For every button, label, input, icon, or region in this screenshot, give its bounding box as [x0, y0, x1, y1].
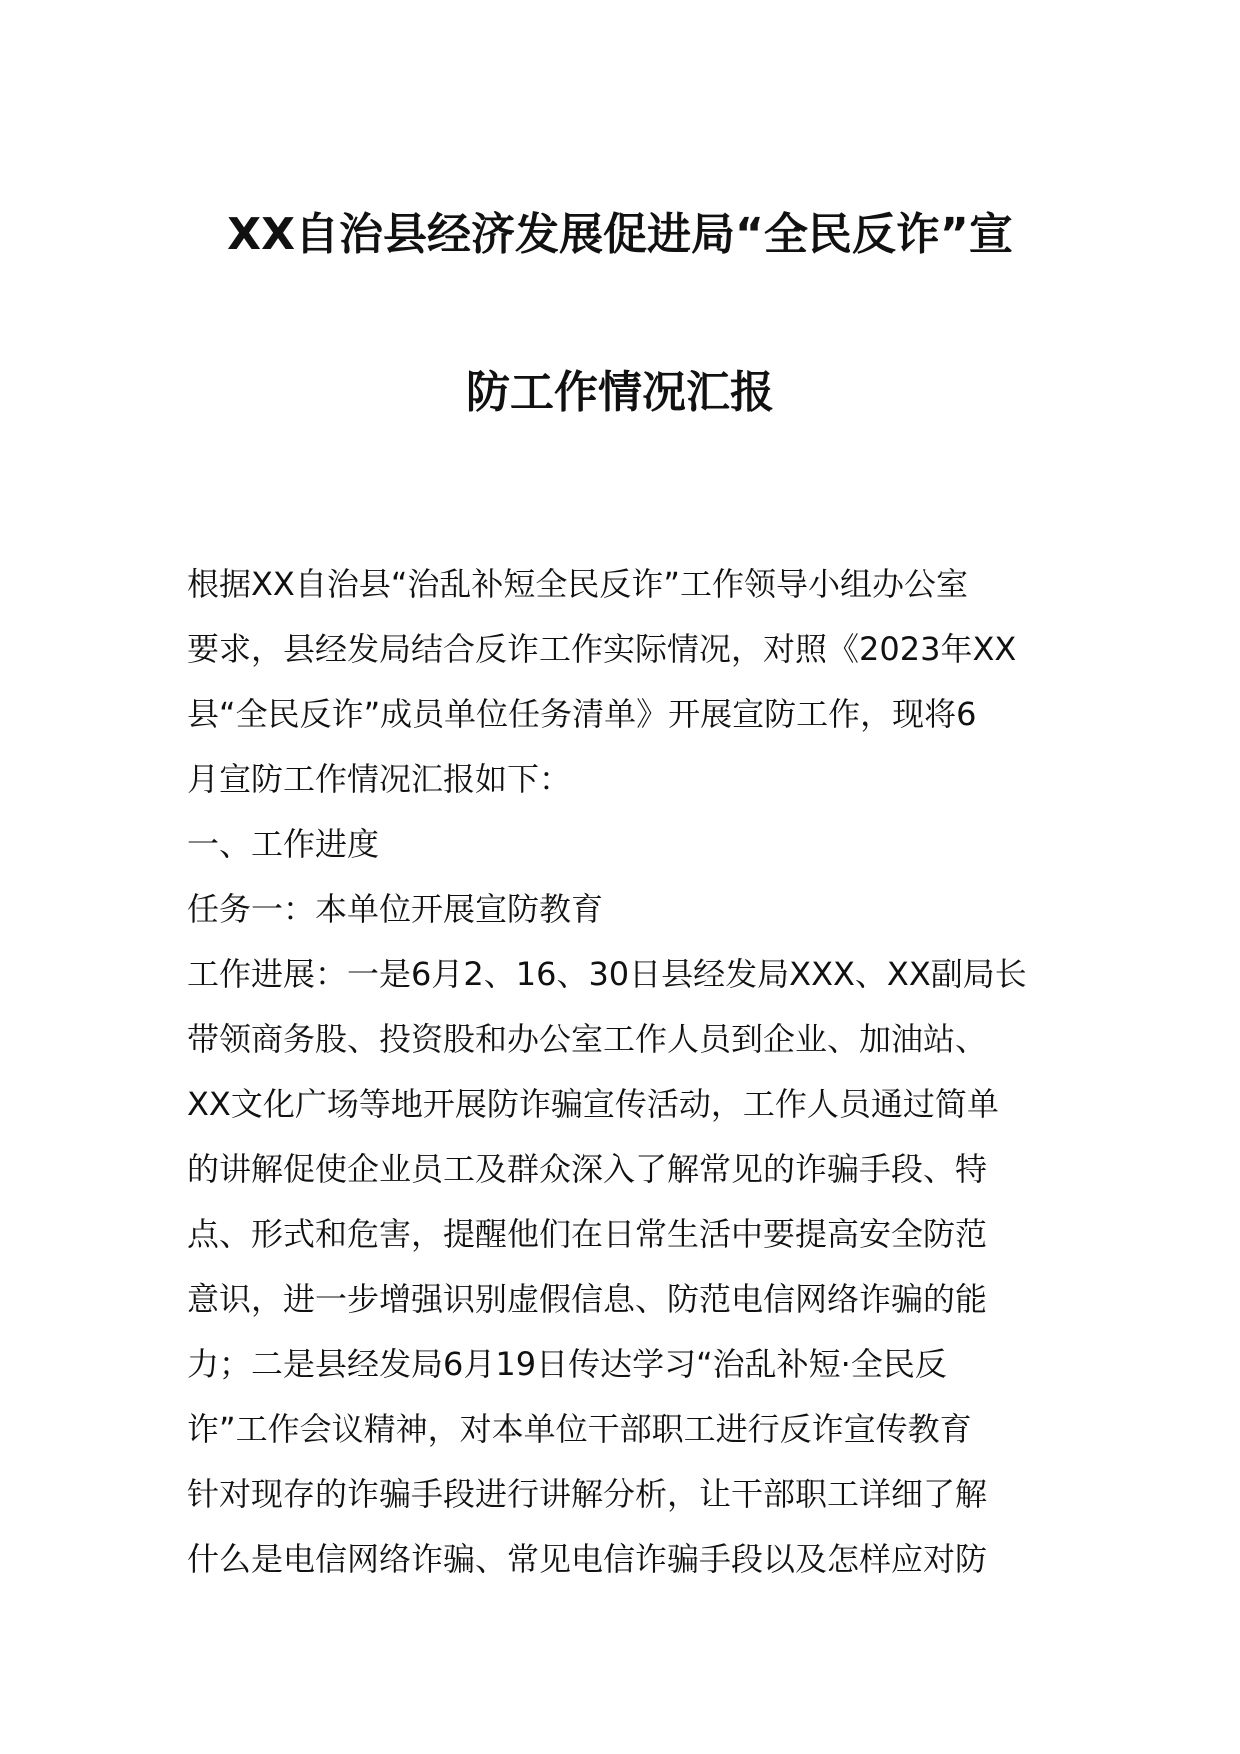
document-body	[187, 552, 1067, 1592]
body-line: 工作进展：一是6月2、16、30日县经发局XXX、XX副局长	[187, 955, 1027, 993]
body-line: 的讲解促使企业员工及群众深入了解常见的诈骗手段、特	[187, 1150, 988, 1188]
body-line: 针对现存的诈骗手段进行讲解分析，让干部职工详细了解	[187, 1475, 988, 1513]
document-title-line-1: XX自治县经济发展促进局“全民反诈”宣	[227, 209, 1013, 260]
body-line: XX文化广场等地开展防诈骗宣传活动，工作人员通过简单	[187, 1085, 999, 1123]
body-line: 县“全民反诈”成员单位任务清单》开展宣防工作，现将6	[187, 695, 977, 733]
body-line: 根据XX自治县“治乱补短全民反诈”工作领导小组办公室	[187, 565, 969, 603]
document-title-line-2: 防工作情况汇报	[466, 367, 774, 418]
body-line: 点、形式和危害，提醒他们在日常生活中要提高安全防范	[187, 1215, 988, 1253]
body-line: 带领商务股、投资股和办公室工作人员到企业、加油站、	[187, 1020, 988, 1058]
body-line: 力；二是县经发局6月19日传达学习“治乱补短·全民反	[187, 1345, 947, 1383]
section-heading: 一、工作进度	[187, 825, 380, 863]
body-line: 诈”工作会议精神，对本单位干部职工进行反诈宣传教育	[187, 1410, 972, 1448]
task-heading: 任务一：本单位开展宣防教育	[187, 890, 604, 928]
body-line: 要求，县经发局结合反诈工作实际情况，对照《2023年XX	[187, 630, 1017, 668]
body-line: 什么是电信网络诈骗、常见电信诈骗手段以及怎样应对防	[187, 1540, 988, 1578]
body-line: 月宣防工作情况汇报如下：	[187, 760, 572, 798]
body-line: 意识，进一步增强识别虚假信息、防范电信网络诈骗的能	[187, 1280, 988, 1318]
